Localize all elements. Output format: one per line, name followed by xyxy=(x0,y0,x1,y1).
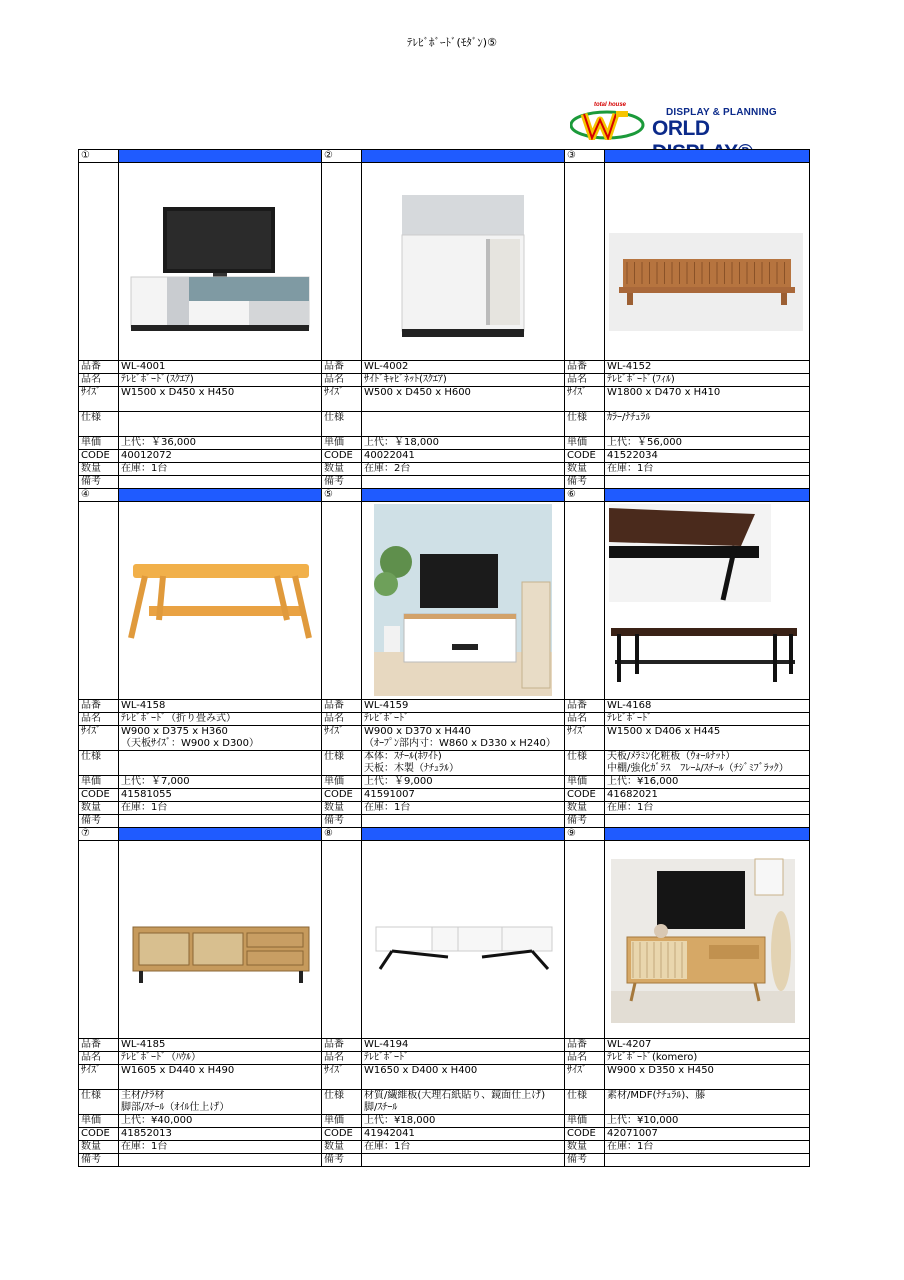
value-number: WL-4152 xyxy=(605,361,810,374)
label-spec: 仕様 xyxy=(79,1090,119,1115)
product-index: ⑨ xyxy=(565,828,605,841)
label-name: 品名 xyxy=(79,713,119,726)
cell-line: 天板/ﾒﾗﾐﾝ化粧板（ｳｫｰﾙﾅｯﾄ） xyxy=(607,751,736,762)
cell-line: 脚部/ｽﾁｰﾙ（ｵｲﾙ仕上げ） xyxy=(121,1102,230,1113)
value-qty: 在庫：1台 xyxy=(362,1141,565,1154)
value-number: WL-4194 xyxy=(362,1039,565,1052)
value-size xyxy=(362,1065,565,1090)
value-price: 上代：￥36,000 xyxy=(119,437,322,450)
value-qty: 在庫：1台 xyxy=(605,1141,810,1154)
label-size: ｻｲｽﾞ xyxy=(322,726,362,751)
label-qty: 数量 xyxy=(79,463,119,476)
value-code: 40012072 xyxy=(119,450,322,463)
label-qty: 数量 xyxy=(565,463,605,476)
label-price: 単価 xyxy=(79,437,119,450)
label-number: 品番 xyxy=(322,1039,362,1052)
image-label-cell xyxy=(322,841,362,1039)
label-note: 備考 xyxy=(322,1154,362,1167)
value-code: 40022041 xyxy=(362,450,565,463)
label-number: 品番 xyxy=(79,1039,119,1052)
value-price: 上代：¥18,000 xyxy=(362,1115,565,1128)
logo-tagline: DISPLAY & PLANNING xyxy=(666,107,777,118)
label-spec: 仕様 xyxy=(322,751,362,776)
header-bar xyxy=(119,150,322,163)
value-number: WL-4207 xyxy=(605,1039,810,1052)
label-qty: 数量 xyxy=(565,802,605,815)
cell-line: W900 x D370 x H440 xyxy=(364,726,471,737)
label-code: CODE xyxy=(79,450,119,463)
value-name: ﾃﾚﾋﾞﾎﾞｰﾄﾞ xyxy=(362,713,565,726)
label-size: ｻｲｽﾞ xyxy=(79,387,119,412)
value-note xyxy=(119,815,322,828)
value-size xyxy=(362,387,565,412)
label-spec: 仕様 xyxy=(79,751,119,776)
cell-line: ｶﾗｰ/ﾅﾁｭﾗﾙ xyxy=(607,412,651,423)
label-size: ｻｲｽﾞ xyxy=(79,1065,119,1090)
label-note: 備考 xyxy=(322,476,362,489)
product-index: ⑧ xyxy=(322,828,362,841)
cell-line: 素材/MDF(ﾅﾁｭﾗﾙ)、藤 xyxy=(607,1090,706,1101)
label-size: ｻｲｽﾞ xyxy=(79,726,119,751)
label-size: ｻｲｽﾞ xyxy=(322,1065,362,1090)
product-image-cell xyxy=(605,502,810,700)
value-size xyxy=(119,387,322,412)
value-name: ﾃﾚﾋﾞﾎﾞｰﾄﾞ(komero) xyxy=(605,1052,810,1065)
value-spec xyxy=(119,1090,322,1115)
label-number: 品番 xyxy=(79,361,119,374)
value-qty: 在庫：1台 xyxy=(119,802,322,815)
label-code: CODE xyxy=(565,789,605,802)
label-note: 備考 xyxy=(79,815,119,828)
product-image-cell xyxy=(119,502,322,700)
label-price: 単価 xyxy=(565,1115,605,1128)
cell-line: 脚/ｽﾁｰﾙ xyxy=(364,1102,398,1113)
label-name: 品名 xyxy=(322,1052,362,1065)
label-note: 備考 xyxy=(79,1154,119,1167)
value-note xyxy=(362,476,565,489)
value-spec xyxy=(605,1090,810,1115)
header-bar xyxy=(362,828,565,841)
product-index: ① xyxy=(79,150,119,163)
label-qty: 数量 xyxy=(79,802,119,815)
label-price: 単価 xyxy=(322,437,362,450)
label-name: 品名 xyxy=(79,1052,119,1065)
value-price: 上代：￥56,000 xyxy=(605,437,810,450)
label-price: 単価 xyxy=(79,776,119,789)
label-name: 品名 xyxy=(79,374,119,387)
cell-line: W1800 x D470 x H410 xyxy=(607,387,721,398)
cell-line: （ｵｰﾌﾟﾝ部内寸：W860 x D330 x H240） xyxy=(364,738,556,749)
label-qty: 数量 xyxy=(322,463,362,476)
image-label-cell xyxy=(322,502,362,700)
label-name: 品名 xyxy=(565,713,605,726)
company-logo xyxy=(570,102,795,142)
label-spec: 仕様 xyxy=(322,1090,362,1115)
header-bar xyxy=(119,489,322,502)
value-size xyxy=(362,726,565,751)
label-code: CODE xyxy=(79,789,119,802)
label-number: 品番 xyxy=(565,1039,605,1052)
label-note: 備考 xyxy=(79,476,119,489)
value-note xyxy=(362,815,565,828)
header-bar xyxy=(119,828,322,841)
label-note: 備考 xyxy=(565,476,605,489)
value-code: 41942041 xyxy=(362,1128,565,1141)
value-spec xyxy=(605,751,810,776)
value-qty: 在庫：1台 xyxy=(119,463,322,476)
image-label-cell xyxy=(565,163,605,361)
label-number: 品番 xyxy=(79,700,119,713)
header-bar xyxy=(362,489,565,502)
white-board-black-legs-image xyxy=(362,841,564,1038)
label-price: 単価 xyxy=(565,437,605,450)
product-index: ② xyxy=(322,150,362,163)
value-qty: 在庫：1台 xyxy=(605,802,810,815)
label-name: 品名 xyxy=(322,713,362,726)
label-name: 品名 xyxy=(565,1052,605,1065)
w-logo-icon xyxy=(570,106,646,140)
cell-line: W900 x D375 x H360 xyxy=(121,726,228,737)
label-code: CODE xyxy=(79,1128,119,1141)
header-bar xyxy=(605,489,810,502)
image-label-cell xyxy=(565,502,605,700)
label-note: 備考 xyxy=(565,815,605,828)
header-bar xyxy=(605,828,810,841)
image-label-cell xyxy=(565,841,605,1039)
label-spec: 仕様 xyxy=(79,412,119,437)
value-code: 41852013 xyxy=(119,1128,322,1141)
logo-small-text: total house xyxy=(594,102,627,108)
cell-line: 材質/繊維板(大理石紙貼り、鏡面仕上げ) xyxy=(364,1090,546,1101)
value-code: 41581055 xyxy=(119,789,322,802)
image-label-cell xyxy=(79,841,119,1039)
label-price: 単価 xyxy=(322,776,362,789)
page-title: ﾃﾚﾋﾞﾎﾞｰﾄﾞ(ﾓﾀﾞﾝ)⑤ xyxy=(407,36,497,49)
label-qty: 数量 xyxy=(322,1141,362,1154)
product-index: ④ xyxy=(79,489,119,502)
label-price: 単価 xyxy=(565,776,605,789)
cell-line: 天板：木製（ﾅﾁｭﾗﾙ） xyxy=(364,763,459,774)
label-number: 品番 xyxy=(565,361,605,374)
value-code: 41682021 xyxy=(605,789,810,802)
image-label-cell xyxy=(322,163,362,361)
value-number: WL-4002 xyxy=(362,361,565,374)
label-spec: 仕様 xyxy=(565,412,605,437)
value-code: 41522034 xyxy=(605,450,810,463)
value-name: ﾃﾚﾋﾞﾎﾞｰﾄﾞ（折り畳み式） xyxy=(119,713,322,726)
product-index: ⑦ xyxy=(79,828,119,841)
header-bar xyxy=(362,150,565,163)
value-name: ﾃﾚﾋﾞﾎﾞｰﾄﾞ xyxy=(362,1052,565,1065)
cell-line: 主材/ﾅﾗ材 xyxy=(121,1090,165,1101)
label-number: 品番 xyxy=(565,700,605,713)
value-qty: 在庫：2台 xyxy=(362,463,565,476)
value-spec xyxy=(605,412,810,437)
value-qty: 在庫：1台 xyxy=(362,802,565,815)
label-size: ｻｲｽﾞ xyxy=(565,387,605,412)
room-scene-tv-board-image xyxy=(362,502,564,699)
label-size: ｻｲｽﾞ xyxy=(322,387,362,412)
value-spec xyxy=(362,412,565,437)
product-table xyxy=(78,149,810,1167)
value-size xyxy=(605,1065,810,1090)
value-note xyxy=(605,815,810,828)
label-code: CODE xyxy=(322,450,362,463)
label-spec: 仕様 xyxy=(565,1090,605,1115)
label-note: 備考 xyxy=(322,815,362,828)
image-label-cell xyxy=(79,163,119,361)
label-number: 品番 xyxy=(322,700,362,713)
value-spec xyxy=(362,751,565,776)
value-qty: 在庫：1台 xyxy=(119,1141,322,1154)
value-price: 上代：￥7,000 xyxy=(119,776,322,789)
value-size xyxy=(119,1065,322,1090)
cell-line: W900 x D350 x H450 xyxy=(607,1065,714,1076)
value-name: ｻｲﾄﾞｷｬﾋﾞﾈｯﾄ(ｽｸｴｱ) xyxy=(362,374,565,387)
cell-line: W1605 x D440 x H490 xyxy=(121,1065,235,1076)
product-image-cell xyxy=(362,841,565,1039)
cell-line: W500 x D450 x H600 xyxy=(364,387,471,398)
value-price: 上代：￥18,000 xyxy=(362,437,565,450)
label-number: 品番 xyxy=(322,361,362,374)
product-image-cell xyxy=(605,841,810,1039)
value-note xyxy=(362,1154,565,1167)
value-number: WL-4158 xyxy=(119,700,322,713)
cell-line: 本体：ｽﾁｰﾙ(ﾎﾜｲﾄ) xyxy=(364,751,442,762)
cell-line: （天板ｻｲｽﾞ：W900 x D300） xyxy=(121,738,260,749)
value-number: WL-4185 xyxy=(119,1039,322,1052)
value-size xyxy=(605,726,810,751)
product-image-cell xyxy=(119,841,322,1039)
value-spec xyxy=(119,751,322,776)
product-index: ③ xyxy=(565,150,605,163)
folding-wood-bench-board-image xyxy=(119,502,321,699)
label-code: CODE xyxy=(322,1128,362,1141)
image-label-cell xyxy=(79,502,119,700)
value-price: 上代：¥10,000 xyxy=(605,1115,810,1128)
label-code: CODE xyxy=(565,450,605,463)
logo-wordmark: ORLD xyxy=(652,117,710,140)
cell-line: W1500 x D450 x H450 xyxy=(121,387,235,398)
label-code: CODE xyxy=(322,789,362,802)
value-spec xyxy=(362,1090,565,1115)
product-index: ⑥ xyxy=(565,489,605,502)
label-price: 単価 xyxy=(79,1115,119,1128)
rattan-board-room-scene-image xyxy=(605,841,809,1038)
value-note xyxy=(119,476,322,489)
white-tv-board-with-tv-image xyxy=(119,163,321,360)
label-price: 単価 xyxy=(322,1115,362,1128)
value-size xyxy=(119,726,322,751)
label-name: 品名 xyxy=(322,374,362,387)
value-code: 41591007 xyxy=(362,789,565,802)
value-note xyxy=(605,1154,810,1167)
value-number: WL-4001 xyxy=(119,361,322,374)
label-qty: 数量 xyxy=(565,1141,605,1154)
product-image-cell xyxy=(362,163,565,361)
cell-line: W1650 x D400 x H400 xyxy=(364,1065,478,1076)
value-name: ﾃﾚﾋﾞﾎﾞｰﾄﾞ(ﾌｨﾙ) xyxy=(605,374,810,387)
value-qty: 在庫：1台 xyxy=(605,463,810,476)
value-name: ﾃﾚﾋﾞﾎﾞｰﾄﾞ（ﾊｳﾙ） xyxy=(119,1052,322,1065)
value-number: WL-4168 xyxy=(605,700,810,713)
value-note xyxy=(605,476,810,489)
cell-line: W1500 x D406 x H445 xyxy=(607,726,721,737)
dark-walnut-steel-board-image xyxy=(605,502,809,699)
label-size: ｻｲｽﾞ xyxy=(565,726,605,751)
oak-glass-door-board-image xyxy=(119,841,321,1038)
value-spec xyxy=(119,412,322,437)
label-qty: 数量 xyxy=(79,1141,119,1154)
label-qty: 数量 xyxy=(322,802,362,815)
product-image-cell xyxy=(605,163,810,361)
value-price: 上代：¥16,000 xyxy=(605,776,810,789)
wood-louvre-tv-board-image xyxy=(605,163,809,360)
white-side-cabinet-image xyxy=(362,163,564,360)
value-price: 上代：¥40,000 xyxy=(119,1115,322,1128)
value-note xyxy=(119,1154,322,1167)
label-spec: 仕様 xyxy=(565,751,605,776)
label-name: 品名 xyxy=(565,374,605,387)
value-size xyxy=(605,387,810,412)
value-price: 上代：￥9,000 xyxy=(362,776,565,789)
product-image-cell xyxy=(119,163,322,361)
label-size: ｻｲｽﾞ xyxy=(565,1065,605,1090)
value-number: WL-4159 xyxy=(362,700,565,713)
cell-line: 中棚/強化ｶﾞﾗｽ ﾌﾚｰﾑ/ｽﾁｰﾙ（ﾁｼﾞﾐﾌﾞﾗｯｸ） xyxy=(607,763,789,774)
label-spec: 仕様 xyxy=(322,412,362,437)
value-name: ﾃﾚﾋﾞﾎﾞｰﾄﾞ xyxy=(605,713,810,726)
value-name: ﾃﾚﾋﾞﾎﾞｰﾄﾞ(ｽｸｴｱ) xyxy=(119,374,322,387)
header-bar xyxy=(605,150,810,163)
product-index: ⑤ xyxy=(322,489,362,502)
label-note: 備考 xyxy=(565,1154,605,1167)
product-image-cell xyxy=(362,502,565,700)
value-code: 42071007 xyxy=(605,1128,810,1141)
label-code: CODE xyxy=(565,1128,605,1141)
